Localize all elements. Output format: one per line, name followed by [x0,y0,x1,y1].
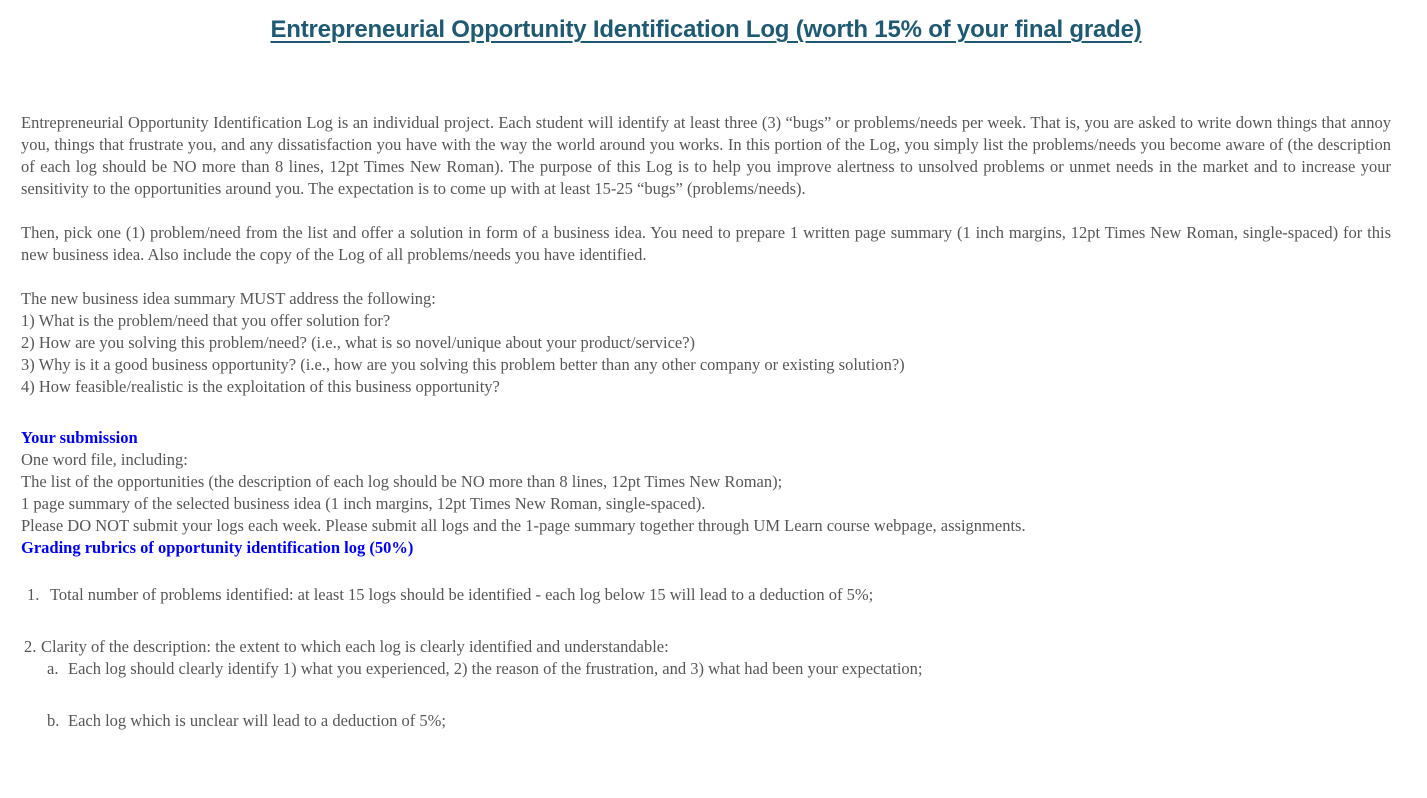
must-address-heading: The new business idea summary MUST address the following: [21,289,436,308]
rubric-item-2-marker: 2. [24,637,37,656]
document-body [21,112,1391,732]
rubric-item-2b-text: Each log which is unclear will lead to a deduction of 5%; [68,711,447,730]
must-address-item-2: 2) How are you solving this problem/need? (i.e., what is so novel/unique about your product/service?) [21,333,696,352]
grading-heading: Grading rubrics of opportunity identification log (50%) [21,538,414,557]
rubric-item-2 [21,636,1391,658]
rubric-item-2a-text: Each log should clearly identify 1) what you experienced, 2) the reason of the frustration, and 3) what had been your expectation; [68,659,923,678]
rubric-item-1-text: Total number of problems identified: at least 15 logs should be identified - each log below 15 will lead to a deduction of 5%; [50,585,874,604]
rubric-item-2a [21,658,1391,680]
submission-line-2: The list of the opportunities (the description of each log should be NO more than 8 lines, 12pt Times New Roman); [21,472,783,491]
intro-paragraph-1: Entrepreneurial Opportunity Identification Log is an individual project. Each student will identify at least three (3) “bugs” or problems/needs per week. That is, you are asked to write down things that annoy you, things that frustrate you, and any dissatisfaction you have with the way the world around you works. In this portion of the Log, you simply list the problems/needs you become aware of (the description of each log should be NO more than 8 lines, 12pt Times New Roman). The purpose of this Log is to help you improve alertness to unsolved problems or unmet needs in the market and to increase your sensitivity to the opportunities around you. The expectation is to come up with at least 15-25 “bugs” (problems/needs). [21,113,1391,198]
must-address-item-4: 4) How feasible/realistic is the exploitation of this business opportunity? [21,377,500,396]
submission-section [21,427,1391,559]
rubric-item-2a-marker: a. [47,659,59,678]
submission-line-4: Please DO NOT submit your logs each week. Please submit all logs and the 1-page summary together through UM Learn course webpage, assignments. [21,516,1026,535]
submission-heading: Your submission [21,428,138,447]
rubric-item-2b-marker: b. [47,711,60,730]
rubric-item-1-marker: 1. [27,585,40,604]
page-title: Entrepreneurial Opportunity Identification Log (worth 15% of your final grade) [270,16,1142,43]
rubric-item-2b [21,710,1391,732]
intro-paragraph-2: Then, pick one (1) problem/need from the list and offer a solution in form of a business idea. You need to prepare 1 written page summary (1 inch margins, 12pt Times New Roman, single-spaced) for this new business idea. Also include the copy of the Log of all problems/needs you have identified. [21,223,1391,264]
submission-line-1: One word file, including: [21,450,188,469]
grading-rubric-list [21,584,1391,732]
submission-line-3: 1 page summary of the selected business idea (1 inch margins, 12pt Times New Roman, single-spaced). [21,494,706,513]
must-address-section [21,288,1391,398]
must-address-item-3: 3) Why is it a good business opportunity? (i.e., how are you solving this problem better than any other company or existing solution?) [21,355,905,374]
rubric-item-2-text: Clarity of the description: the extent to which each log is clearly identified and understandable: [41,637,669,656]
must-address-item-1: 1) What is the problem/need that you offer solution for? [21,311,391,330]
rubric-item-1 [21,584,1391,606]
